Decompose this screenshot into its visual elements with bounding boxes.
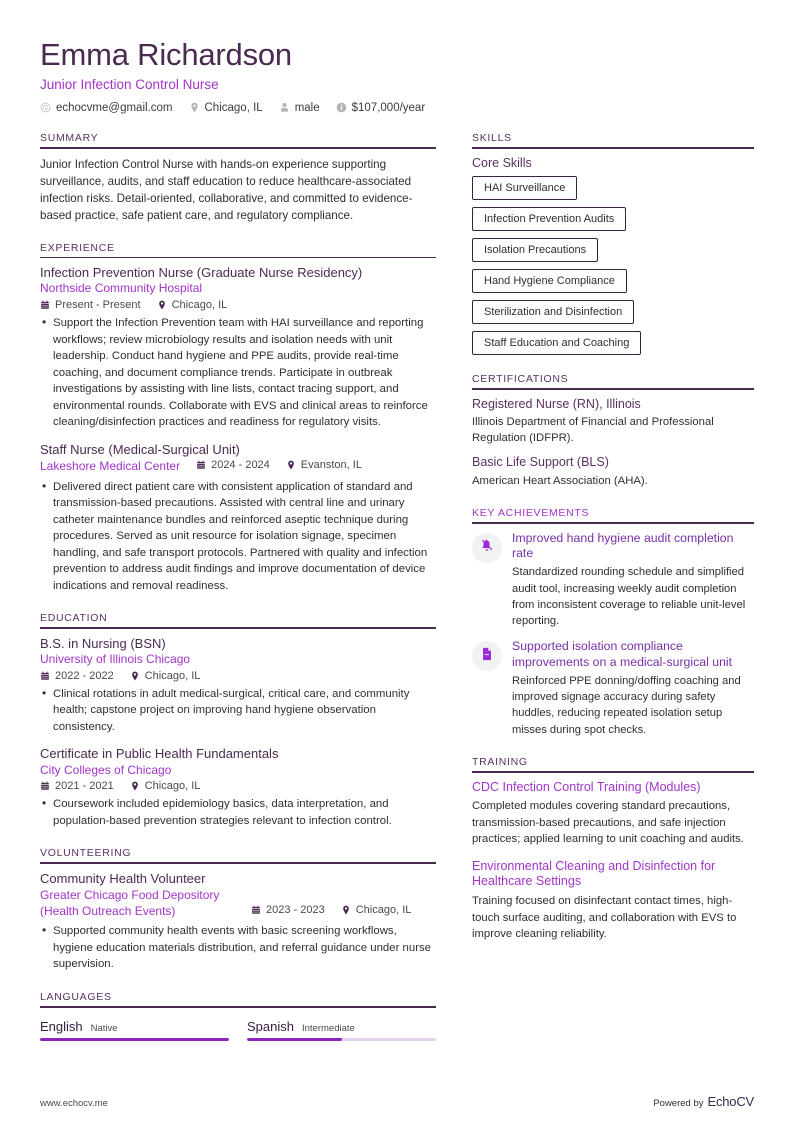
- achievement-item: [472, 531, 754, 630]
- contact-location-value: Chicago, IL: [204, 101, 263, 114]
- education-location-value: Chicago, IL: [144, 669, 201, 682]
- list-item: • Coursework included epidemiology basics, data interpretation, and population-based prevention strategies relevant to infection control.: [40, 796, 436, 829]
- certification-name: Basic Life Support (BLS): [472, 455, 609, 470]
- contact-salary: [336, 102, 426, 114]
- language-name: English: [40, 1018, 83, 1034]
- document-icon: [480, 647, 494, 666]
- experience-location: [157, 299, 228, 311]
- contact-email-value: echocvme@gmail.com: [56, 101, 173, 114]
- section-title-certifications: CERTIFICATIONS: [472, 373, 569, 386]
- section-title-training: TRAINING: [472, 755, 528, 768]
- experience-location: [286, 459, 362, 471]
- location-pin-icon: [130, 671, 140, 681]
- experience-bullets: [40, 315, 436, 431]
- achievement-title: Supported isolation compliance improvements on a medical-surgical unit: [512, 639, 733, 669]
- volunteering-bullets: [40, 923, 436, 973]
- section-title-experience: EXPERIENCE: [40, 241, 115, 254]
- contact-gender-value: male: [294, 101, 320, 114]
- skill-chip: Infection Prevention Audits: [472, 207, 626, 231]
- list-item: • Supported community health events with basic screening workflows, hygiene education materials distribution, and referral guidance under nurse supervision.: [40, 923, 436, 973]
- skill-chip: Staff Education and Coaching: [472, 331, 641, 355]
- section-languages: [40, 991, 436, 1041]
- contact-location: [189, 102, 263, 114]
- contact-email: [40, 102, 173, 114]
- calendar-icon: [40, 671, 50, 681]
- right-column: [472, 114, 754, 942]
- person-icon: [279, 102, 290, 113]
- language-item: [247, 1019, 436, 1042]
- location-pin-icon: [157, 300, 167, 310]
- certification-item: [472, 455, 754, 489]
- volunteering-role: Community Health Volunteer: [40, 870, 206, 886]
- experience-dates: [40, 299, 141, 311]
- language-level: Native: [90, 1022, 118, 1034]
- section-certifications: [472, 373, 754, 489]
- calendar-icon: [40, 300, 50, 310]
- education-location: [130, 670, 201, 682]
- volunteering-org: Greater Chicago Food Depository (Health Outreach Events): [40, 888, 220, 918]
- achievement-badge: [472, 533, 502, 563]
- contact-salary-value: $107,000/year: [351, 101, 426, 114]
- section-training: [472, 756, 754, 942]
- education-degree: Certificate in Public Health Fundamentals: [40, 746, 279, 762]
- training-item: [472, 780, 754, 848]
- skill-chip: HAI Surveillance: [472, 176, 577, 200]
- section-title-summary: SUMMARY: [40, 131, 99, 144]
- experience-bullets: [40, 479, 436, 595]
- section-title-volunteering: VOLUNTEERING: [40, 847, 132, 860]
- training-description: Completed modules covering standard precautions, transmission-based precautions, and safe injection practices; applied learning to unit coaching and audits.: [472, 800, 744, 846]
- calendar-icon: [40, 781, 50, 791]
- certification-item: [472, 397, 754, 447]
- contact-gender: [279, 102, 320, 114]
- certification-issuer: American Heart Association (AHA).: [472, 474, 648, 487]
- achievement-description: Standardized rounding schedule and simplified audit tool, increasing weekly audit completion from inconsistent coverage to reliable unit-level reporting.: [512, 566, 746, 628]
- calendar-icon: [251, 905, 261, 915]
- footer-branding: [653, 1094, 754, 1109]
- education-meta: [40, 670, 436, 682]
- section-title-education: EDUCATION: [40, 612, 108, 625]
- experience-entry: [40, 442, 436, 595]
- skill-chip: Hand Hygiene Compliance: [472, 269, 627, 293]
- skill-chip: Isolation Precautions: [472, 238, 598, 262]
- training-name: Environmental Cleaning and Disinfection for Healthcare Settings: [472, 858, 716, 889]
- contact-row: [40, 102, 754, 114]
- education-dates: [40, 780, 114, 792]
- education-dates: [40, 670, 114, 682]
- skills-group-title: Core Skills: [472, 155, 532, 170]
- training-description: Training focused on disinfectant contact times, high-touch surface auditing, and collaboration with EVS to improve cleaning reliability.: [472, 895, 737, 940]
- volunteering-location-value: Chicago, IL: [355, 904, 412, 917]
- list-item: • Clinical rotations in adult medical-surgical, critical care, and community health; capstone project on improving hand hygiene observation consistency.: [40, 686, 436, 736]
- language-progress-fill: [247, 1038, 342, 1042]
- education-degree: B.S. in Nursing (BSN): [40, 635, 166, 651]
- language-item: [40, 1019, 229, 1042]
- training-item: [472, 859, 754, 943]
- calendar-icon: [196, 460, 206, 470]
- volunteering-dates: [251, 904, 325, 916]
- list-item: • Support the Infection Prevention team with HAI surveillance and reporting workflows; review microbiology results and isolation needs with unit leadership. Conduct hand hygiene and PPE audits, provide real-time coaching, and document compliance trends. Participate in outbreak investigations by assisting with line lists, contact tracing support, and environmental rounds. Collaborate with EVS and clinical areas to reinforce cleaning/disinfection practices and readiness for regulatory visits.: [40, 315, 436, 431]
- footer-website: www.echocv.me: [40, 1098, 108, 1109]
- section-education: [40, 612, 436, 829]
- education-school: City Colleges of Chicago: [40, 762, 172, 777]
- experience-role: Infection Prevention Nurse (Graduate Nurse Residency): [40, 265, 363, 281]
- training-name: CDC Infection Control Training (Modules): [472, 779, 701, 794]
- location-pin-icon: [189, 102, 200, 113]
- language-progress-track: [247, 1038, 436, 1042]
- section-summary: [40, 132, 436, 224]
- section-title-skills: SKILLS: [472, 131, 512, 144]
- education-entry: [40, 746, 436, 829]
- volunteering-location: [341, 904, 412, 916]
- language-progress-fill: [40, 1038, 229, 1042]
- section-skills: [472, 132, 754, 355]
- experience-meta: [40, 299, 436, 311]
- list-item: • Delivered direct patient care with consistent application of standard and transmission-based precautions. Assisted with central line and urinary catheter maintenance bundles and reinforced aseptic technique during procedures. Served as unit resource for isolation signage, specimen handling, and safe transport protocols. Partnered with quality and infection prevention to address audit findings and improve documentation of device indications and removal readiness.: [40, 479, 436, 595]
- education-dates-value: 2021 - 2021: [55, 780, 114, 793]
- volunteering-meta: [251, 904, 411, 916]
- section-key-achievements: [472, 507, 754, 738]
- language-level: Intermediate: [301, 1022, 355, 1034]
- resume-header: [40, 38, 754, 114]
- candidate-name: Emma Richardson: [40, 37, 292, 72]
- achievement-badge: [472, 641, 502, 671]
- achievement-item: [472, 639, 754, 738]
- skill-chip-list: [472, 176, 754, 356]
- experience-location-value: Evanston, IL: [300, 459, 362, 472]
- resume-columns: [40, 114, 754, 1041]
- education-location: [130, 780, 201, 792]
- footer-powered-by-label: Powered by: [653, 1098, 704, 1109]
- education-school: University of Illinois Chicago: [40, 652, 191, 667]
- experience-subrow: [40, 459, 436, 475]
- education-bullets: [40, 796, 436, 829]
- location-pin-icon: [286, 460, 296, 470]
- info-circle-icon: [336, 102, 347, 113]
- experience-org: Lakeshore Medical Center: [40, 459, 181, 474]
- experience-entry: [40, 265, 436, 431]
- section-experience: [40, 242, 436, 595]
- certification-name: Registered Nurse (RN), Illinois: [472, 396, 641, 411]
- education-entry: [40, 636, 436, 735]
- volunteering-entry: [40, 871, 436, 973]
- education-location-value: Chicago, IL: [144, 780, 201, 793]
- experience-role: Staff Nurse (Medical-Surgical Unit): [40, 441, 240, 457]
- location-pin-icon: [341, 905, 351, 915]
- language-list: [40, 1019, 436, 1042]
- section-title-languages: LANGUAGES: [40, 990, 112, 1003]
- location-pin-icon: [130, 781, 140, 791]
- candidate-headline: Junior Infection Control Nurse: [40, 76, 219, 92]
- section-volunteering: [40, 847, 436, 973]
- achievement-description: Reinforced PPE donning/doffing coaching and improved signage accuracy during safety huddles, reducing repeated isolation setup misses during spot checks.: [512, 674, 741, 736]
- bell-off-icon: [480, 538, 494, 557]
- summary-text: Junior Infection Control Nurse with hands-on experience supporting surveillance, audits, and staff education to reduce healthcare-associated infection risks. Detail-oriented, collaborative, and committed to evidence-based practice, safe patient care, and regulatory compliance.: [40, 157, 413, 222]
- email-icon: [40, 102, 51, 113]
- footer-brand-name: EchoCV: [707, 1094, 754, 1109]
- certification-issuer: Illinois Department of Financial and Professional Regulation (IDFPR).: [472, 416, 714, 445]
- education-dates-value: 2022 - 2022: [55, 669, 114, 682]
- experience-dates-value: Present - Present: [55, 299, 141, 312]
- left-column: [40, 114, 436, 1041]
- page-footer: [40, 1094, 754, 1109]
- skill-chip: Sterilization and Disinfection: [472, 300, 634, 324]
- experience-meta: [196, 459, 362, 471]
- education-meta: [40, 780, 436, 792]
- language-name: Spanish: [247, 1018, 294, 1034]
- experience-location-value: Chicago, IL: [171, 299, 228, 312]
- language-progress-track: [40, 1038, 229, 1042]
- volunteering-subrow: [40, 888, 436, 919]
- experience-dates-value: 2024 - 2024: [211, 459, 270, 472]
- education-bullets: [40, 686, 436, 736]
- experience-dates: [196, 459, 270, 471]
- volunteering-dates-value: 2023 - 2023: [266, 904, 325, 917]
- achievement-title: Improved hand hygiene audit completion rate: [512, 530, 734, 560]
- section-title-key-achievements: KEY ACHIEVEMENTS: [472, 507, 590, 519]
- experience-org: Northside Community Hospital: [40, 281, 203, 296]
